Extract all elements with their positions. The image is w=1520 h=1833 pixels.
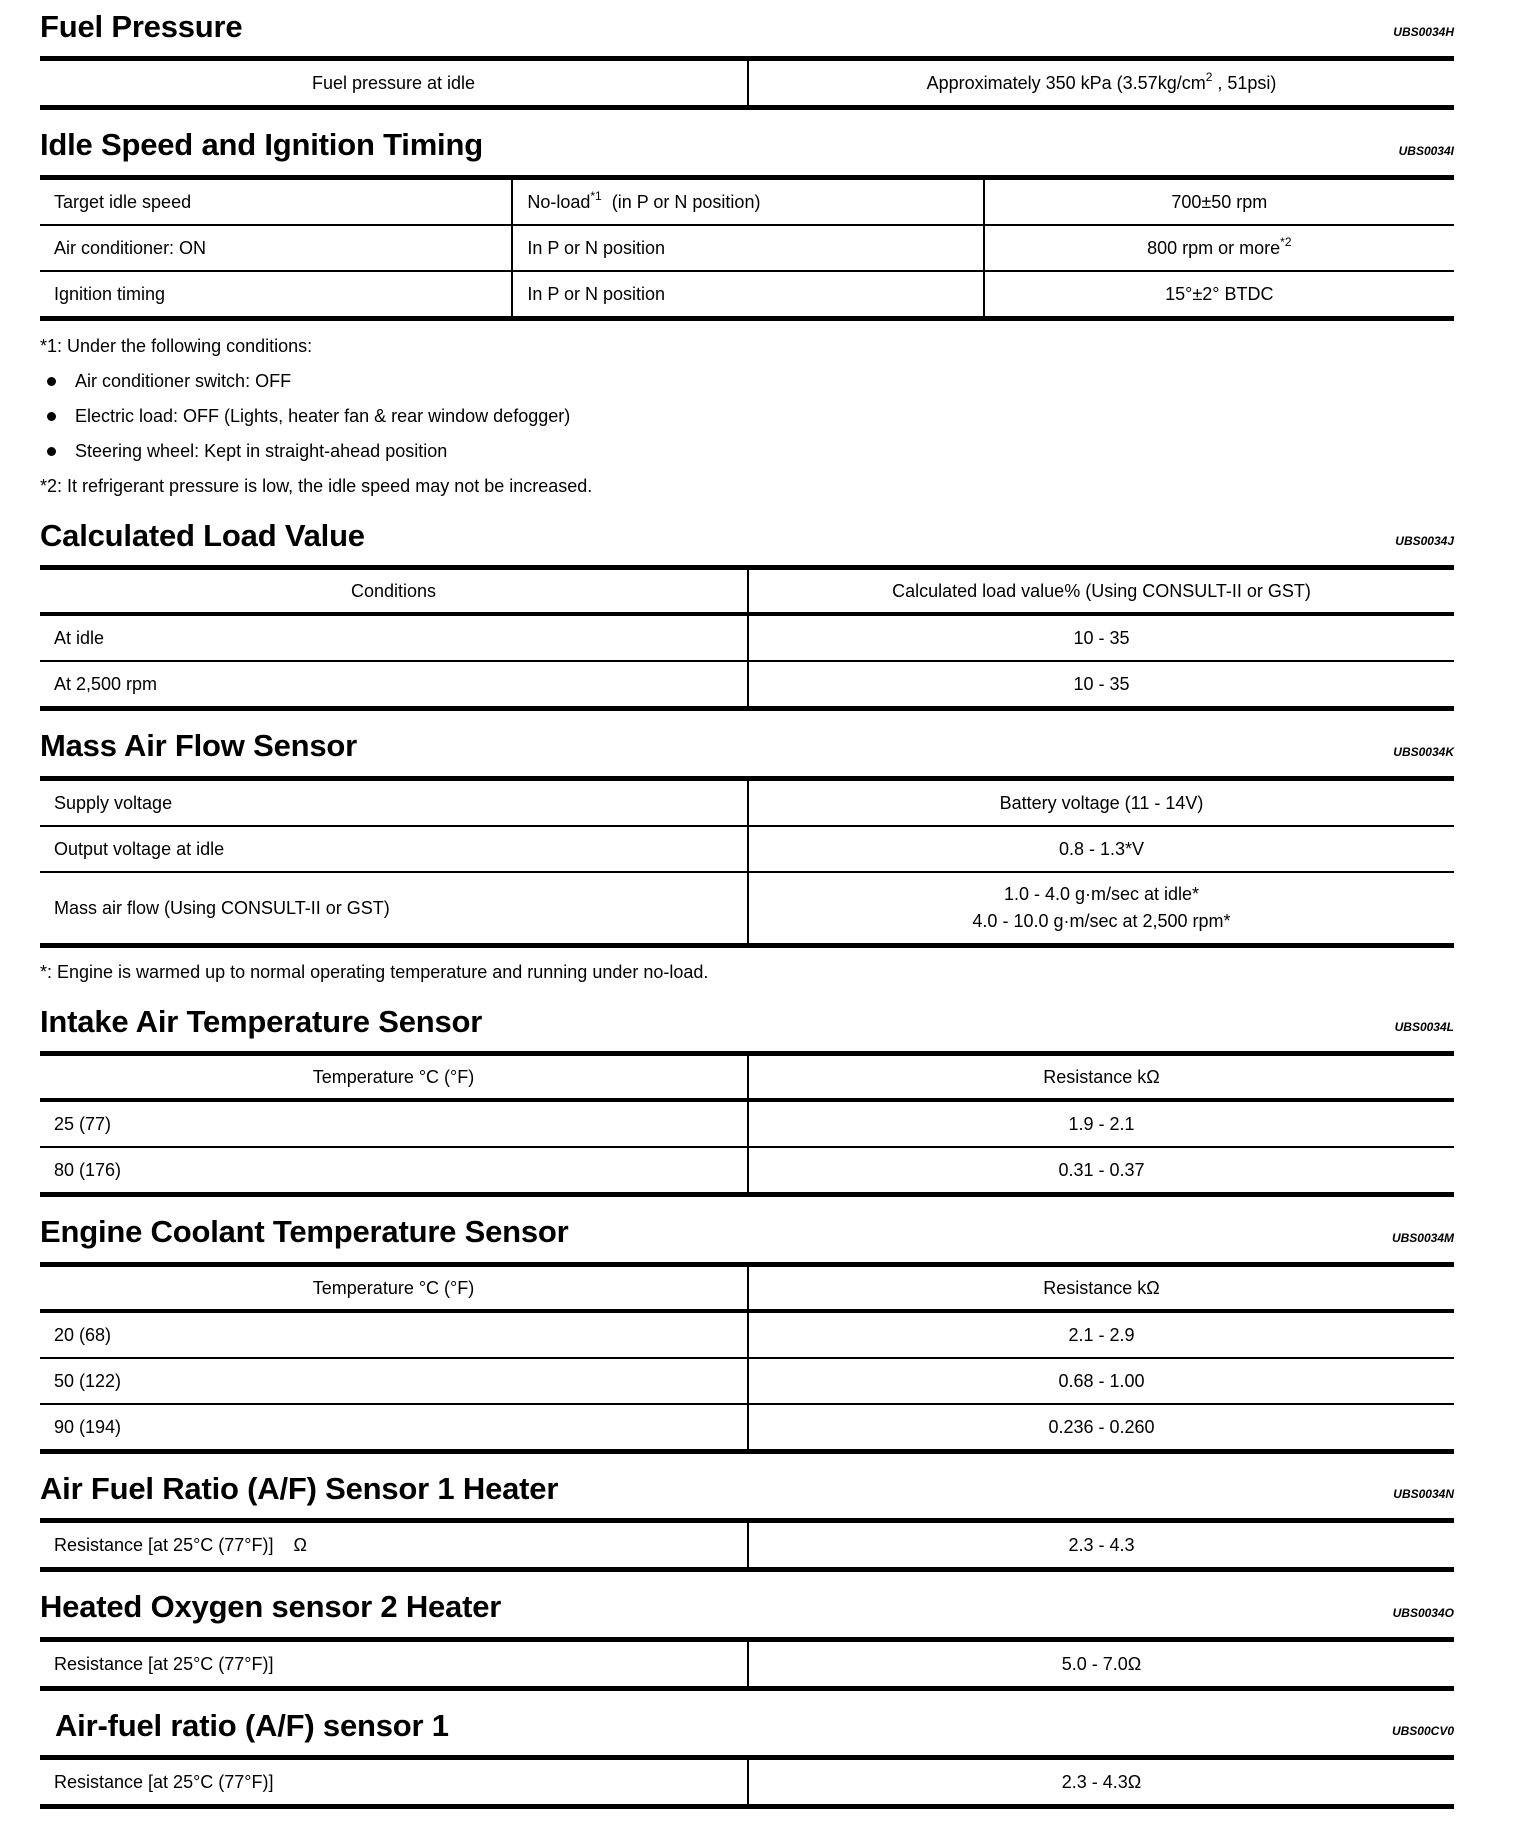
section-title-af-heater: Air Fuel Ratio (A/F) Sensor 1 Heater bbox=[40, 1470, 559, 1506]
section-heading-row bbox=[40, 519, 1454, 552]
table-row bbox=[40, 1642, 1454, 1686]
section-heading-row bbox=[40, 1005, 1454, 1038]
section-calculated-load-value bbox=[40, 519, 1454, 711]
row-label: Mass air flow (Using CONSULT-II or GST) bbox=[54, 897, 390, 918]
row-label: 90 (194) bbox=[54, 1416, 122, 1437]
ref-code-calculated-load: UBS0034J bbox=[1395, 534, 1454, 549]
section-heading-row bbox=[40, 729, 1454, 762]
section-air-fuel-ratio-sensor-1 bbox=[40, 1709, 1454, 1809]
row-condition bbox=[511, 180, 982, 224]
table-row bbox=[40, 781, 1454, 825]
value-line-2: 4.0 - 10.0 g·m/sec at 2,500 rpm* bbox=[972, 910, 1231, 931]
section-title-af-sensor: Air-fuel ratio (A/F) sensor 1 bbox=[55, 1707, 449, 1743]
section-title-maf: Mass Air Flow Sensor bbox=[40, 728, 357, 764]
row-label: Output voltage at idle bbox=[54, 838, 225, 859]
section-heading-row bbox=[40, 128, 1454, 161]
row-value: 10 - 35 bbox=[747, 662, 1454, 706]
ref-code-ho2s-heater: UBS0034O bbox=[1392, 1605, 1454, 1620]
fuel-pressure-table bbox=[40, 56, 1454, 110]
bullet-note bbox=[40, 441, 1454, 462]
row-value bbox=[747, 61, 1454, 105]
row-label: 25 (77) bbox=[54, 1114, 112, 1135]
row-label: At 2,500 rpm bbox=[54, 674, 158, 695]
section-af-sensor-1-heater bbox=[40, 1472, 1454, 1572]
section-heading-row bbox=[40, 1590, 1454, 1623]
idle-speed-notes bbox=[40, 336, 1454, 497]
bullet-icon bbox=[47, 447, 56, 456]
section-fuel-pressure bbox=[40, 10, 1454, 110]
column-header-resistance: Resistance kΩ bbox=[747, 1056, 1454, 1098]
column-header-load-value: Calculated load value% (Using CONSULT-II or GST) bbox=[747, 570, 1454, 612]
row-condition: In P or N position bbox=[511, 272, 982, 316]
ho2s-heater-table bbox=[40, 1637, 1454, 1691]
row-value: 0.31 - 0.37 bbox=[747, 1148, 1454, 1192]
value-superscript: 2 bbox=[1205, 70, 1213, 85]
table-row bbox=[40, 871, 1454, 943]
footnote-star1 bbox=[40, 336, 1454, 357]
ref-code-iat: UBS0034L bbox=[1394, 1020, 1454, 1035]
footnote-text: *2: It refrigerant pressure is low, the idle speed may not be increased. bbox=[40, 475, 593, 496]
ref-code-idle-speed: UBS0034I bbox=[1398, 143, 1454, 158]
section-title-iat: Intake Air Temperature Sensor bbox=[40, 1003, 483, 1039]
row-label: Target idle speed bbox=[54, 191, 192, 212]
table-row bbox=[40, 224, 1454, 270]
condition-text: No-load bbox=[527, 191, 591, 212]
section-idle-speed-ignition-timing bbox=[40, 128, 1454, 496]
row-value: Battery voltage (11 - 14V) bbox=[747, 781, 1454, 825]
bullet-note-text: Air conditioner switch: OFF bbox=[75, 370, 292, 391]
row-value: 5.0 - 7.0Ω bbox=[747, 1642, 1454, 1686]
value-text: 800 rpm or more bbox=[1147, 237, 1281, 258]
condition-text: (in P or N position) bbox=[601, 191, 761, 212]
maf-footnote: *: Engine is warmed up to normal operating temperature and running under no-load. bbox=[40, 961, 709, 982]
bullet-icon bbox=[47, 412, 56, 421]
table-header-row bbox=[40, 570, 1454, 612]
table-row bbox=[40, 1523, 1454, 1567]
section-engine-coolant-temperature-sensor bbox=[40, 1215, 1454, 1453]
row-label: At idle bbox=[54, 628, 105, 649]
section-intake-air-temperature-sensor bbox=[40, 1005, 1454, 1197]
ect-table bbox=[40, 1262, 1454, 1454]
row-value: 1.9 - 2.1 bbox=[747, 1102, 1454, 1146]
table-header-row bbox=[40, 1267, 1454, 1309]
bullet-note bbox=[40, 371, 1454, 392]
section-heading-row bbox=[40, 1215, 1454, 1248]
column-header-conditions: Conditions bbox=[350, 581, 437, 602]
ref-code-ect: UBS0034M bbox=[1391, 1230, 1454, 1245]
table-row bbox=[40, 1098, 1454, 1146]
column-header-temperature: Temperature °C (°F) bbox=[312, 1277, 475, 1298]
ref-code-af-heater: UBS0034N bbox=[1393, 1487, 1454, 1502]
bullet-icon bbox=[47, 377, 56, 386]
row-label: 50 (122) bbox=[54, 1370, 122, 1391]
table-row bbox=[40, 1357, 1454, 1403]
value-superscript: *2 bbox=[1280, 234, 1292, 249]
value-text: Approximately 350 kPa (3.57kg/cm bbox=[926, 73, 1206, 94]
row-label: Air conditioner: ON bbox=[54, 237, 207, 258]
value-text: , 51psi) bbox=[1212, 73, 1277, 94]
section-title-calculated-load: Calculated Load Value bbox=[40, 517, 365, 553]
row-value: 2.3 - 4.3Ω bbox=[747, 1760, 1454, 1804]
row-label: Supply voltage bbox=[54, 792, 173, 813]
table-row bbox=[40, 825, 1454, 871]
table-row bbox=[40, 270, 1454, 316]
section-heading-row bbox=[40, 1472, 1454, 1505]
calculated-load-table bbox=[40, 565, 1454, 711]
ref-code-fuel-pressure: UBS0034H bbox=[1393, 25, 1454, 40]
table-row bbox=[40, 660, 1454, 706]
row-value: 2.3 - 4.3 bbox=[747, 1523, 1454, 1567]
row-value bbox=[983, 226, 1454, 270]
footnote-text: *1: Under the following conditions: bbox=[40, 335, 313, 356]
table-row bbox=[40, 61, 1454, 105]
row-value: 0.236 - 0.260 bbox=[747, 1405, 1454, 1449]
row-value: 2.1 - 2.9 bbox=[747, 1313, 1454, 1357]
row-label: Ignition timing bbox=[54, 283, 166, 304]
af-sensor-table bbox=[40, 1755, 1454, 1809]
column-header-resistance: Resistance kΩ bbox=[747, 1267, 1454, 1309]
ref-code-af-sensor: UBS00CV0 bbox=[1391, 1724, 1454, 1739]
row-value: 15°±2° BTDC bbox=[983, 272, 1454, 316]
condition-superscript: *1 bbox=[590, 188, 602, 203]
section-heading-row bbox=[40, 10, 1454, 43]
section-title-fuel-pressure: Fuel Pressure bbox=[40, 9, 243, 44]
bullet-note-text: Steering wheel: Kept in straight-ahead position bbox=[75, 440, 448, 461]
row-label: Resistance [at 25°C (77°F)] bbox=[54, 1771, 274, 1792]
row-value bbox=[747, 873, 1454, 943]
table-row bbox=[40, 1146, 1454, 1192]
bullet-note bbox=[40, 406, 1454, 427]
column-header-temperature: Temperature °C (°F) bbox=[312, 1067, 475, 1088]
row-label: Resistance [at 25°C (77°F)] bbox=[54, 1653, 274, 1674]
maf-table bbox=[40, 776, 1454, 948]
footnote-star2 bbox=[40, 476, 1454, 497]
table-row bbox=[40, 1403, 1454, 1449]
table-row bbox=[40, 1760, 1454, 1804]
af-heater-table bbox=[40, 1518, 1454, 1572]
table-row bbox=[40, 612, 1454, 660]
section-title-ect: Engine Coolant Temperature Sensor bbox=[40, 1214, 569, 1250]
value-line-1: 1.0 - 4.0 g·m/sec at idle* bbox=[1003, 883, 1200, 904]
bullet-note-text: Electric load: OFF (Lights, heater fan & rear window defogger) bbox=[75, 405, 571, 426]
section-title-ho2s-heater: Heated Oxygen sensor 2 Heater bbox=[40, 1589, 502, 1625]
row-value: 0.68 - 1.00 bbox=[747, 1359, 1454, 1403]
row-value: 700±50 rpm bbox=[983, 180, 1454, 224]
row-condition: In P or N position bbox=[511, 226, 982, 270]
row-value: 0.8 - 1.3*V bbox=[747, 827, 1454, 871]
idle-speed-table bbox=[40, 175, 1454, 321]
row-value: 10 - 35 bbox=[747, 616, 1454, 660]
row-label: Resistance [at 25°C (77°F)] Ω bbox=[54, 1535, 307, 1556]
row-label: Fuel pressure at idle bbox=[311, 73, 476, 94]
section-mass-air-flow-sensor bbox=[40, 729, 1454, 982]
section-title-idle-speed: Idle Speed and Ignition Timing bbox=[40, 127, 483, 163]
row-label: 20 (68) bbox=[54, 1324, 112, 1345]
row-label: 80 (176) bbox=[54, 1160, 122, 1181]
table-row bbox=[40, 1309, 1454, 1357]
section-heated-oxygen-sensor-2-heater bbox=[40, 1590, 1454, 1690]
table-header-row bbox=[40, 1056, 1454, 1098]
section-heading-row bbox=[40, 1709, 1454, 1742]
ref-code-maf: UBS0034K bbox=[1393, 744, 1454, 759]
iat-table bbox=[40, 1051, 1454, 1197]
table-row bbox=[40, 180, 1454, 224]
